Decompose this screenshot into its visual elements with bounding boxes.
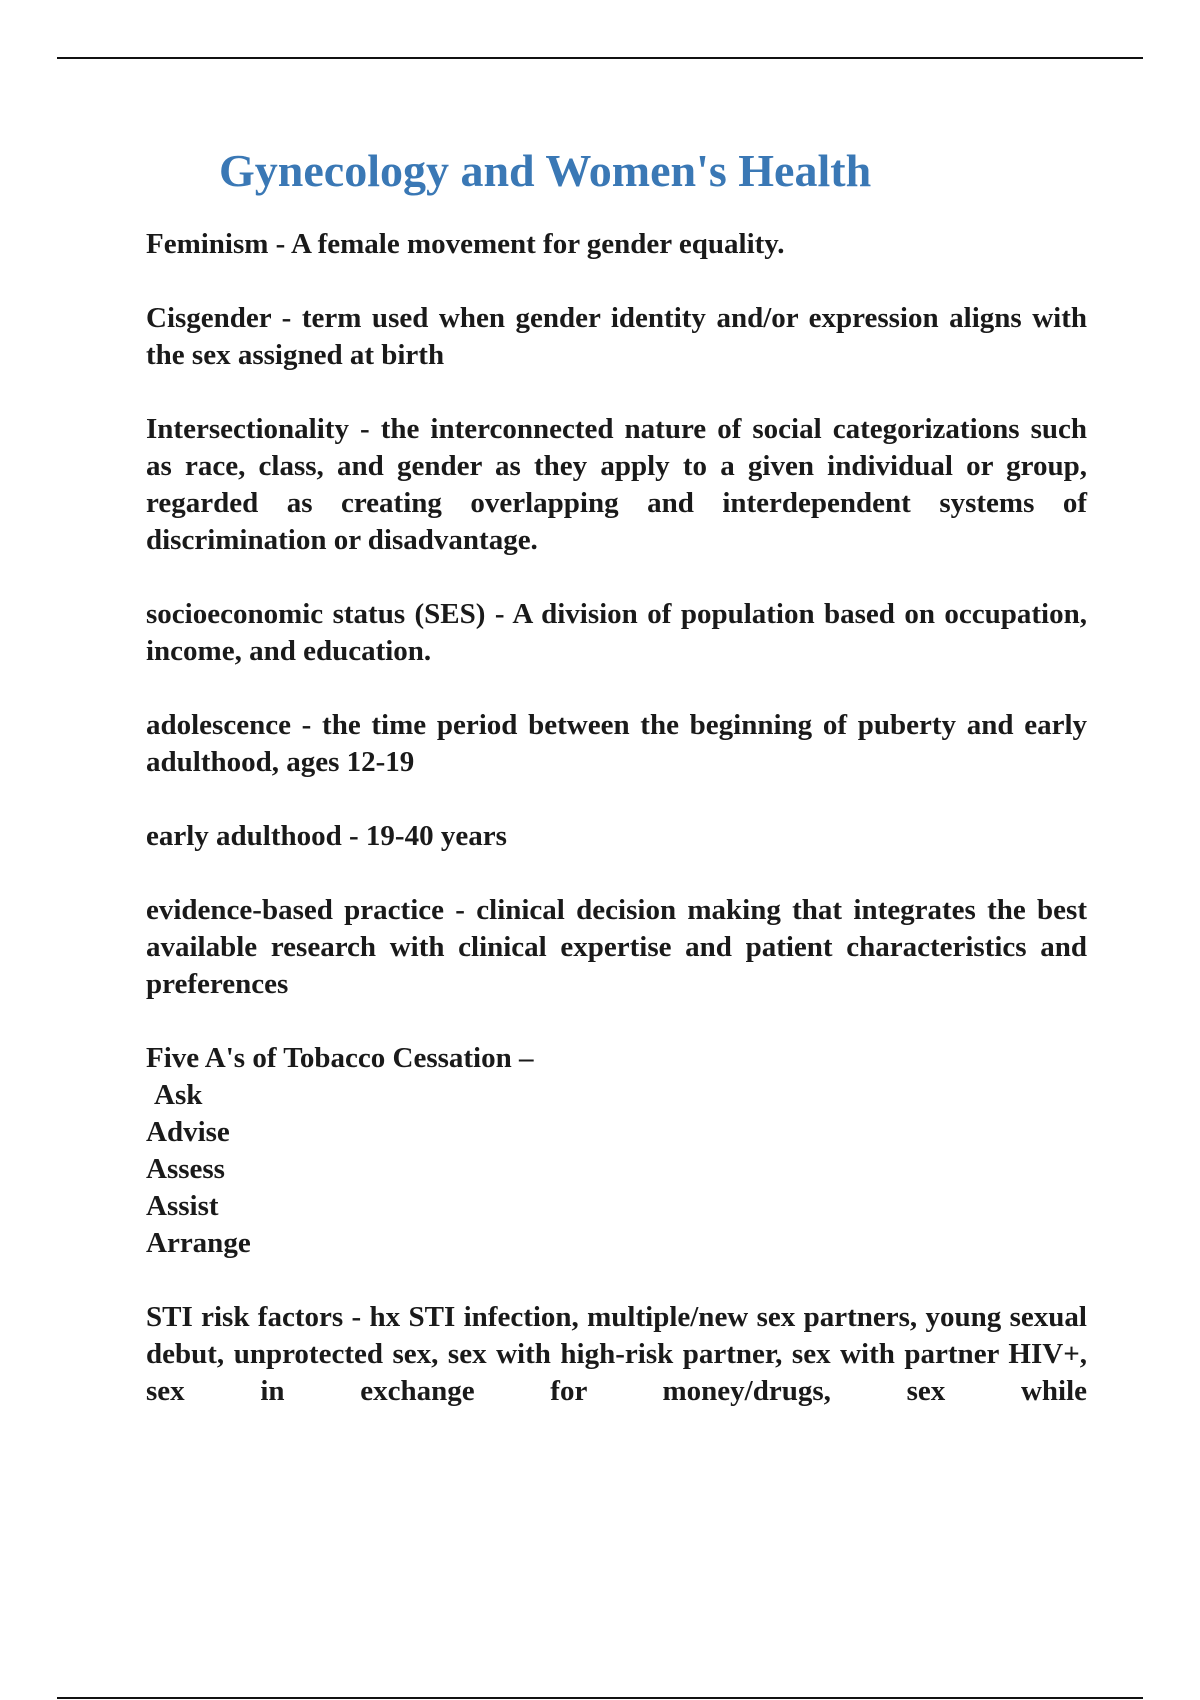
document-body: [146, 226, 1087, 1447]
entry-feminism: Feminism - A female movement for gender equality.: [146, 228, 785, 260]
entry-evidence-based-practice: evidence-based practice - clinical decision making that integrates the best available research with clinical expertise and patient characteristics and preferences: [146, 894, 1087, 1000]
list-item: Ask: [154, 1079, 203, 1111]
five-as-heading: Five A's of Tobacco Cessation –: [146, 1042, 534, 1074]
list-item: Arrange: [146, 1227, 251, 1259]
entry-sti-risk-factors: STI risk factors - hx STI infection, multiple/new sex partners, young sexual debut, unprotected sex, sex with high-risk partner, sex with partner HIV+, sex in exchange for money/drugs, sex while: [146, 1301, 1087, 1407]
five-as-list: [146, 1040, 1087, 1262]
list-item: Advise: [146, 1116, 230, 1148]
entry-adolescence: adolescence - the time period between the beginning of puberty and early adulthood, ages 12-19: [146, 709, 1087, 778]
entry-socioeconomic-status: socioeconomic status (SES) - A division of population based on occupation, income, and education.: [146, 598, 1087, 667]
top-rule: [57, 57, 1143, 59]
bottom-rule: [57, 1697, 1143, 1699]
list-item: Assess: [146, 1153, 225, 1185]
entry-early-adulthood: early adulthood - 19-40 years: [146, 820, 507, 852]
entry-intersectionality: Intersectionality - the interconnected nature of social categorizations such as race, class, and gender as they apply to a given individual or group, regarded as creating overlapping and interdependent systems of discrimination or disadvantage.: [146, 413, 1087, 556]
page-title: Gynecology and Women's Health: [219, 145, 872, 196]
entry-cisgender: Cisgender - term used when gender identity and/or expression aligns with the sex assigned at birth: [146, 302, 1087, 371]
list-item: Assist: [146, 1190, 219, 1222]
